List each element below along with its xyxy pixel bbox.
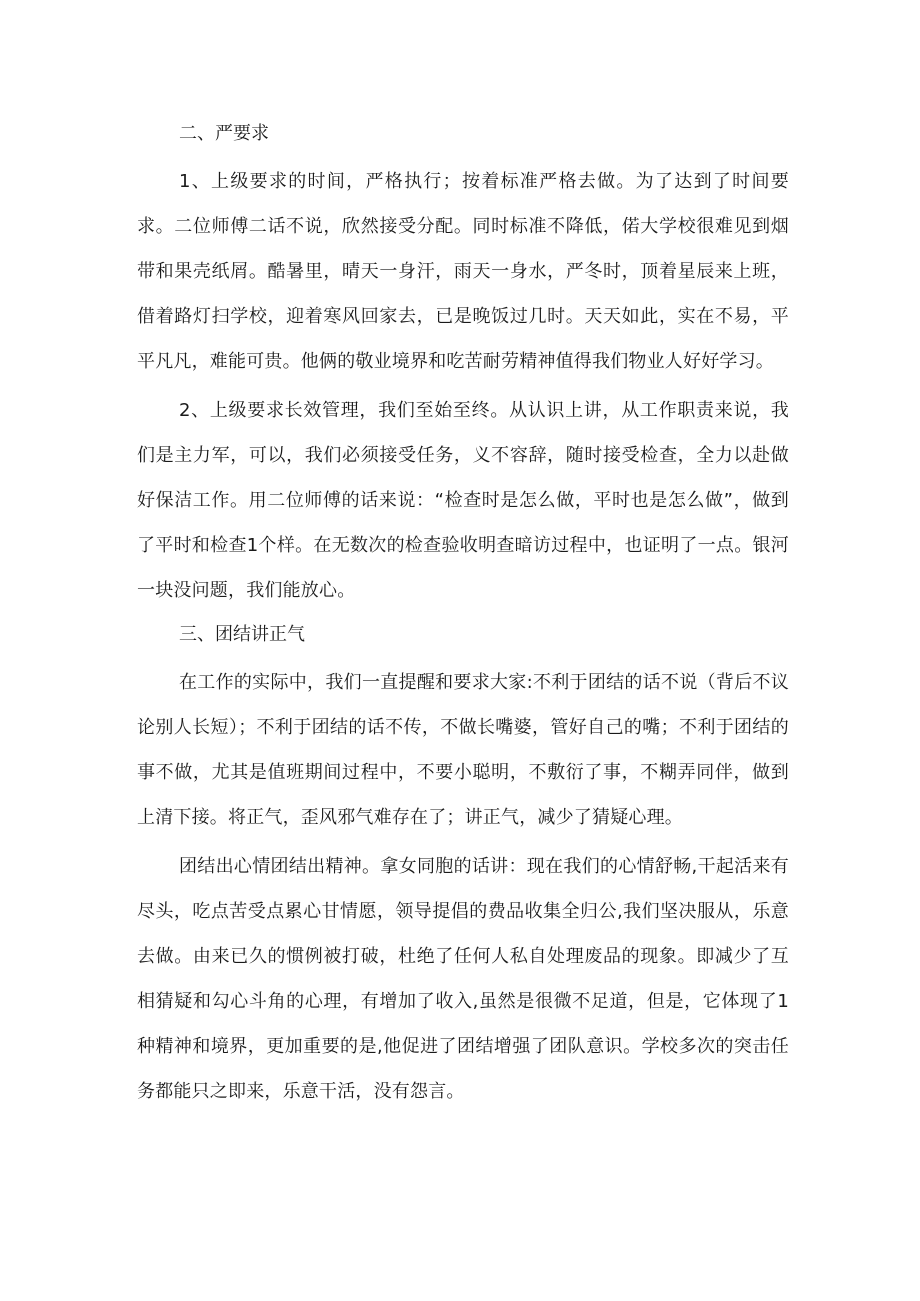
section-heading-strict-requirements: 二、严要求: [179, 123, 269, 144]
paragraph-unity-spirit: 团结出心情团结出精神。拿女同胞的话讲：现在我们的心情舒畅,干起活来有尽头，吃点苦受点累心甘情愿，领导提倡的费品收集全归公,我们坚决服从，乐意去做。由来已久的惯例被打破，杜绝了任何人私自处理废品的现象。即减少了互相猜疑和勾心斗角的心理，有增加了收入,虽然是很微不足道，但是，它体现了1种精神和境界，更加重要的是,他促进了团结增强了团队意识。学校多次的突击任务都能只之即来，乐意干活，没有怨言。: [137, 856, 789, 1102]
paragraph-time-requirements: 1、上级要求的时间，严格执行；按着标准严格去做。为了达到了时间要求。二位师傅二话不说，欣然接受分配。同时标准不降低，偌大学校很难见到烟带和果壳纸屑。酷暑里，晴天一身汗，雨天一身水，严冬时，顶着星辰来上班，借着路灯扫学校，迎着寒风回家去，已是晚饭过几时。天天如此，实在不易，平平凡凡，难能可贵。他俩的敬业境界和吃苦耐劳精神值得我们物业人好好学习。: [137, 171, 789, 372]
document-body: [137, 116, 789, 1118]
paragraph-unity-practice: 在工作的实际中，我们一直提醒和要求大家:不利于团结的话不说（背后不议论别人长短）；不利于团结的话不传，不做长嘴婆，管好自己的嘴；不利于团结的事不做，尤其是值班期间过程中，不要小聪明，不敷衍了事，不糊弄同伴，做到上清下接。将正气，歪风邪气难存在了；讲正气，减少了猜疑心理。: [137, 672, 789, 828]
section-heading-unity: 三、团结讲正气: [179, 624, 305, 645]
paragraph-long-term-management: 2、上级要求长效管理，我们至始至终。从认识上讲，从工作职责来说，我们是主力军，可以，我们必须接受任务，义不容辞，随时接受检查，全力以赴做好保洁工作。用二位师傅的话来说：“检查时是怎么做，平时也是怎么做”，做到了平时和检查1个样。在无数次的检查验收明查暗访过程中，也证明了一点。银河一块没问题，我们能放心。: [137, 400, 789, 601]
